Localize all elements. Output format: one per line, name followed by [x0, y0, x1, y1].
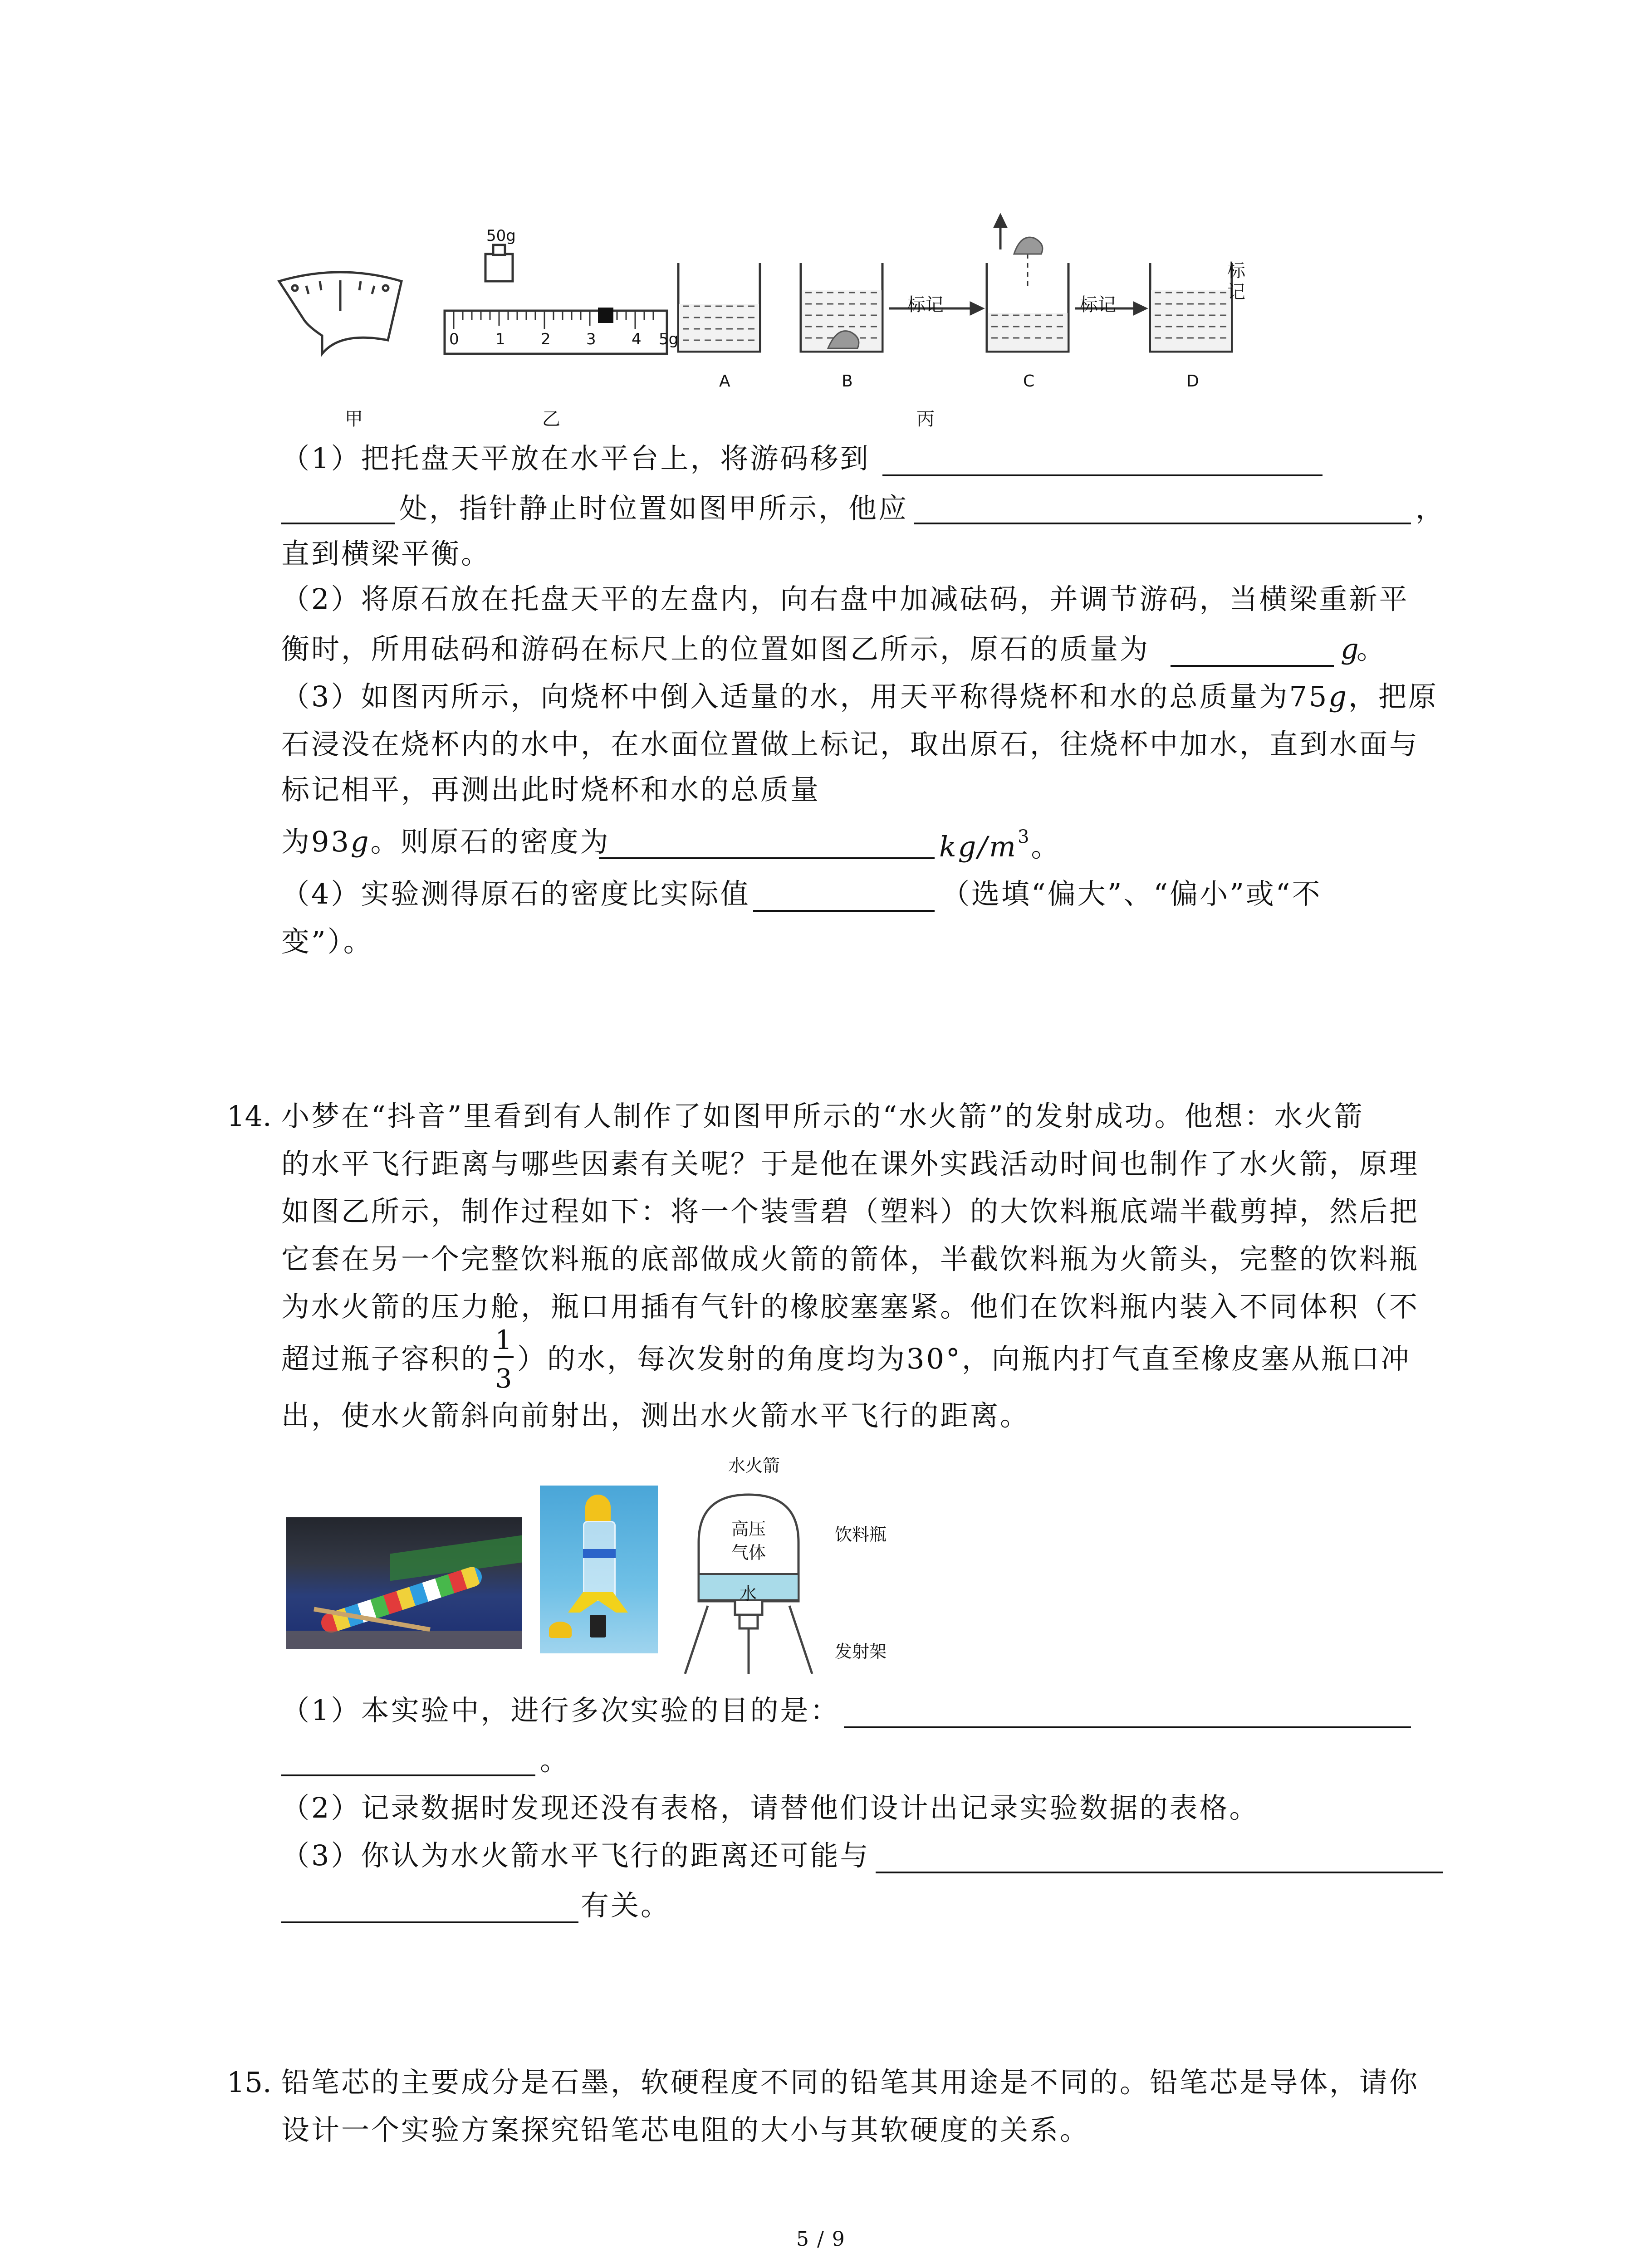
q13-part1-comma: ， — [1416, 492, 1446, 525]
water-rocket-photo-launch — [286, 1517, 522, 1649]
q14-line6-a: 超过瓶子容积的 — [281, 1342, 491, 1375]
water-rocket-schematic — [681, 1479, 817, 1678]
q14-part1: （1）本实验中，进行多次实验的目的是： — [281, 1694, 840, 1727]
fraction-bar — [494, 1356, 514, 1358]
q13-part3-line4 — [281, 825, 610, 858]
arrow-label-2: 标记 — [1080, 294, 1116, 315]
q13-part3-end: 。 — [1031, 830, 1061, 863]
q13-part3-line2: 石浸没在烧杯内的水中，在水面位置做上标记，取出原石，往烧杯中加水，直到水面与 — [281, 728, 1420, 761]
beaker-A — [678, 263, 760, 352]
schematic-gas-line1: 高压 — [731, 1519, 766, 1539]
unit-g: g — [1328, 680, 1349, 713]
balance-pointer-diagram — [279, 272, 402, 354]
schematic-bottle: 饮料瓶 — [835, 1525, 887, 1545]
page-number: 5 / 9 — [796, 2228, 846, 2251]
q14-line5: 为水火箭的压力舱，瓶口用插有气针的橡胶塞塞紧。他们在饮料瓶内装入不同体积（不 — [281, 1290, 1420, 1323]
q14-line1: 小梦在“抖音”里看到有人制作了如图甲所示的“水火箭”的发射成功。他想：水火箭 — [281, 1100, 1364, 1133]
weight-50g — [485, 245, 513, 281]
mark-label-top: 标 — [1227, 260, 1245, 281]
schematic-water: 水 — [740, 1584, 757, 1603]
q13-part1-line2: 处，指针静止时位置如图甲所示，他应 — [399, 492, 909, 525]
beaker-C — [987, 215, 1068, 352]
answer-blank[interactable] — [844, 1726, 1411, 1728]
photo-floor — [286, 1631, 522, 1649]
q13-part4-line2: 变”）。 — [281, 925, 373, 958]
q14-part3: （3）你认为水火箭水平飞行的距离还可能与 — [281, 1839, 870, 1872]
unit-per-m: /m — [978, 830, 1018, 863]
beaker-B — [801, 263, 882, 352]
unit-g: g — [1341, 632, 1361, 665]
q13-part2-line2: 衡时，所用砝码和游码在标尺上的位置如图乙所示，原石的质量为 — [281, 632, 1150, 665]
q14-part1-end: 。 — [540, 1744, 570, 1777]
q13-part2-end: 。 — [1357, 632, 1387, 665]
schematic-gas-line2: 气体 — [731, 1543, 766, 1563]
answer-blank[interactable] — [281, 1921, 578, 1923]
beaker-label-B: B — [842, 372, 853, 391]
q15-line1: 铅笔芯的主要成分是石墨，软硬程度不同的铅笔其用途是不同的。铅笔芯是导体，请你 — [281, 2066, 1420, 2099]
q14-part3-end: 有关。 — [581, 1889, 671, 1922]
q14-line6-b: ）的水，每次发射的角度均为30°，向瓶内打气直至橡皮塞从瓶口冲 — [517, 1342, 1411, 1375]
schematic-stand: 发射架 — [835, 1642, 887, 1662]
answer-blank[interactable] — [281, 523, 395, 524]
q14-line3: 如图乙所示，制作过程如下：将一个装雪碧（塑料）的大饮料瓶底端半截剪掉，然后把 — [281, 1195, 1420, 1228]
unit-kg: kg — [939, 830, 978, 863]
answer-blank[interactable] — [599, 857, 935, 859]
schematic-title: 水火箭 — [728, 1456, 780, 1476]
answer-blank[interactable] — [1171, 665, 1334, 667]
water-rocket-photo-standing — [540, 1486, 658, 1653]
balance-figure-row — [272, 213, 1270, 422]
rocket-stand — [590, 1615, 606, 1637]
q13-part3-line3: 标记相平，再测出此时烧杯和水的总质量 — [281, 773, 821, 806]
fraction-denominator: 3 — [495, 1363, 512, 1394]
rocket-base — [549, 1622, 572, 1638]
answer-blank[interactable] — [753, 910, 935, 912]
density-unit — [939, 828, 1061, 861]
rocket-fins — [568, 1592, 628, 1613]
q13-part1-line3: 直到横梁平衡。 — [281, 537, 491, 570]
answer-blank[interactable] — [914, 523, 1411, 524]
answer-blank[interactable] — [876, 1872, 1443, 1873]
ruler-tick: 4 — [632, 330, 642, 348]
ruler-tick: 0 — [449, 330, 459, 348]
q14-line2: 的水平飞行距离与哪些因素有关呢？于是他在课外实践活动时间也制作了水火箭，原理 — [281, 1147, 1420, 1180]
answer-blank[interactable] — [882, 474, 1323, 476]
rocket-bottle — [583, 1521, 616, 1601]
mark-label-bottom: 记 — [1227, 282, 1245, 303]
q13-part3-text: （3）如图丙所示，向烧杯中倒入适量的水，用天平称得烧杯和水的总质量为75 — [281, 680, 1329, 713]
q13-part3-tail: ，把原 — [1348, 680, 1439, 713]
q15-number: 15. — [227, 2066, 272, 2099]
ruler-tick: 5g — [659, 330, 679, 348]
caption-bing: 丙 — [916, 409, 935, 430]
q15-line2: 设计一个实验方案探究铅笔芯电阻的大小与其软硬度的关系。 — [281, 2113, 1090, 2146]
ruler-tick: 3 — [586, 330, 596, 348]
fraction-numerator: 1 — [495, 1325, 512, 1355]
q13-part3-line1 — [281, 680, 1439, 713]
q13-part3-mass: 为93 — [281, 825, 351, 858]
q14-part2: （2）记录数据时发现还没有表格，请替他们设计出记录实验数据的表格。 — [281, 1791, 1259, 1824]
caption-yi: 乙 — [542, 409, 560, 430]
beaker-label-A: A — [719, 372, 730, 391]
beaker-label-D: D — [1186, 372, 1199, 391]
q14-number: 14. — [227, 1100, 272, 1133]
q14-line4: 它套在另一个完整饮料瓶的底部做成火箭的箭体，半截饮料瓶为火箭头，完整的饮料瓶 — [281, 1242, 1420, 1276]
rocket-band — [583, 1549, 616, 1558]
unit-g: g — [350, 825, 371, 858]
q13-part2-line1: （2）将原石放在托盘天平的左盘内，向右盘中加减砝码，并调节游码，当横梁重新平 — [281, 582, 1409, 616]
unit-exp: 3 — [1017, 826, 1031, 847]
beaker-D — [1150, 263, 1232, 352]
arrow-label-1: 标记 — [907, 294, 944, 315]
rider-slider — [598, 308, 613, 323]
q13-part4-options: （选填“偏大”、“偏小”或“不 — [941, 877, 1322, 910]
weight-label: 50g — [486, 227, 516, 245]
q13-part1-line1: （1）把托盘天平放在水平台上，将游码移到 — [281, 442, 870, 475]
q13-part3-density-prompt: 。则原石的密度为 — [370, 825, 610, 858]
answer-blank[interactable] — [281, 1774, 535, 1776]
q13-part4-line1: （4）实验测得原石的密度比实际值 — [281, 877, 750, 910]
caption-jia: 甲 — [345, 409, 363, 430]
ruler-tick: 1 — [495, 330, 505, 348]
q14-line7: 出，使水火箭斜向前射出，测出水火箭水平飞行的距离。 — [281, 1399, 1030, 1432]
rocket-nose — [585, 1495, 611, 1522]
beaker-label-C: C — [1023, 372, 1035, 391]
ruler-tick: 2 — [541, 330, 551, 348]
